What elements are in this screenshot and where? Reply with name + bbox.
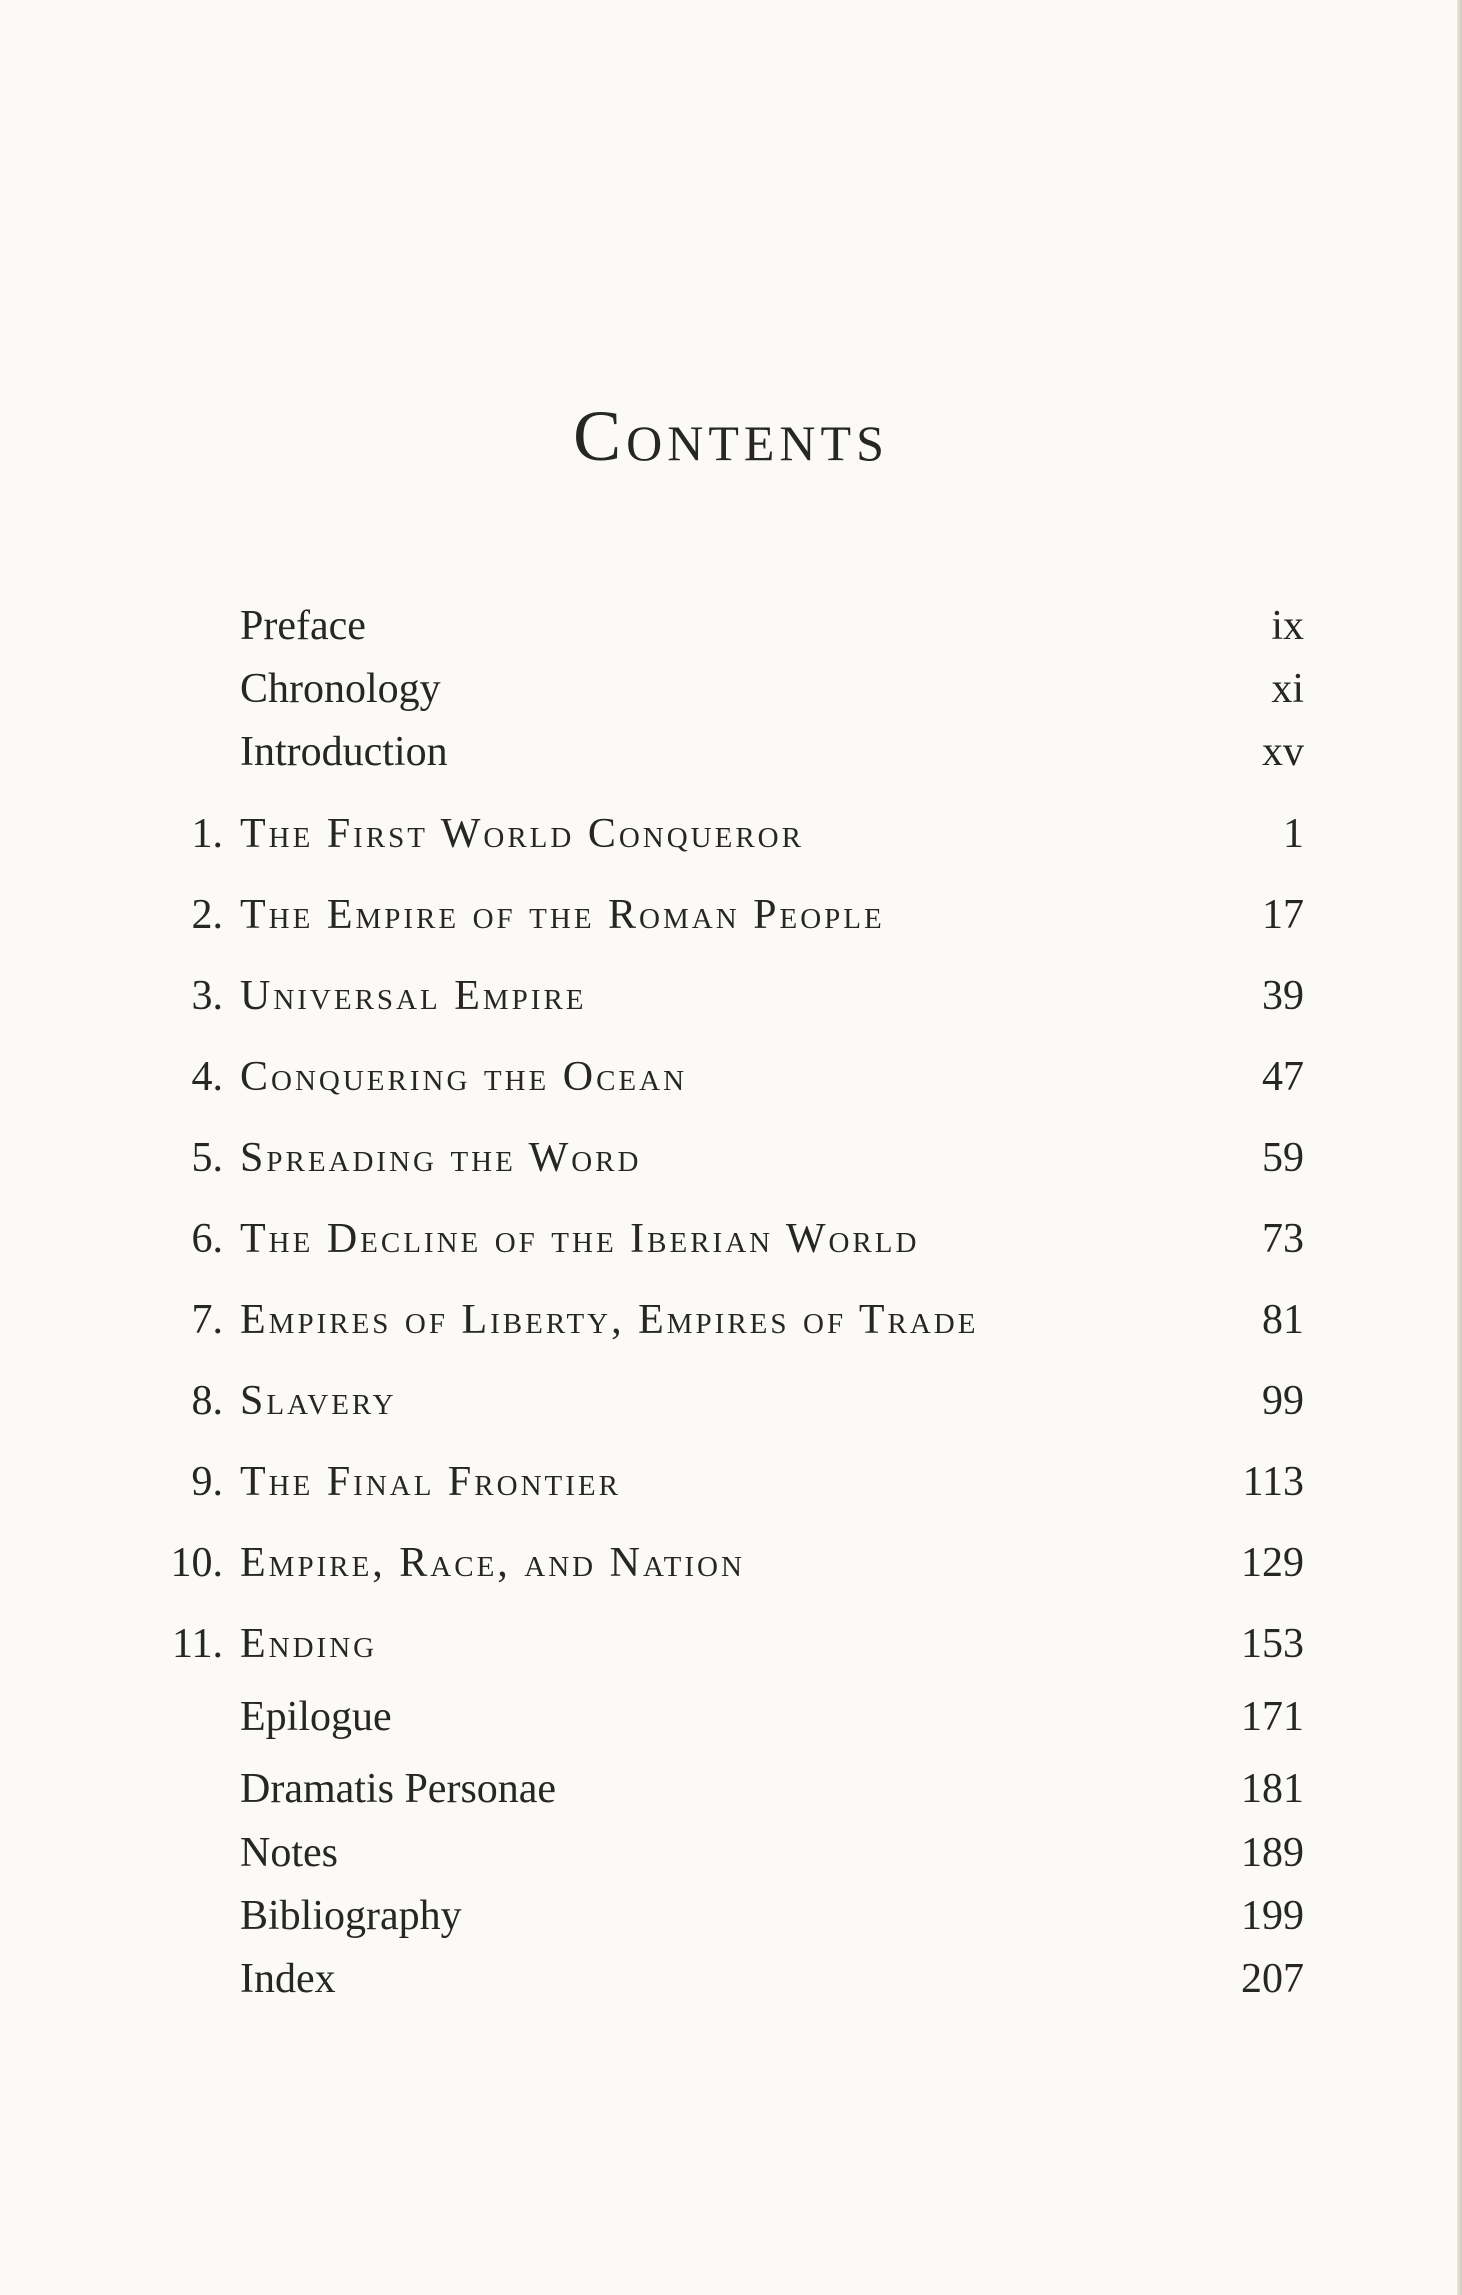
chapter-title: The Empire of the Roman People [240, 892, 885, 938]
page-edge [1457, 0, 1462, 2295]
toc-entry-label: Bibliography [240, 1893, 462, 1939]
chapter-title: Slavery [240, 1378, 397, 1424]
chapter-number: 4. [191, 1054, 223, 1100]
chapter-number: 8. [191, 1378, 223, 1424]
toc-entry-label: Notes [240, 1830, 338, 1876]
chapter-number: 7. [191, 1297, 223, 1343]
toc-page-number: 181 [1241, 1766, 1304, 1812]
toc-entry-label: Index [240, 1956, 336, 2002]
chapter-number: 11. [172, 1621, 223, 1667]
chapter-title: Empire, Race, and Nation [240, 1540, 745, 1586]
toc-entry-label: Dramatis Personae [240, 1766, 557, 1812]
chapter-number: 5. [191, 1135, 223, 1181]
toc-page-number: ix [1271, 603, 1304, 649]
toc-page-number: xv [1262, 729, 1304, 775]
toc-page-number: 99 [1262, 1378, 1304, 1424]
toc-page-number: 17 [1262, 892, 1304, 938]
chapter-title: The Final Frontier [240, 1459, 621, 1505]
toc-entry-label: Preface [240, 603, 366, 649]
toc-page-number: 113 [1242, 1459, 1304, 1505]
toc-page-number: xi [1271, 666, 1304, 712]
chapter-title: Universal Empire [240, 973, 587, 1019]
toc-page-number: 39 [1262, 973, 1304, 1019]
toc-entry-label: Epilogue [240, 1694, 392, 1740]
toc-page-number: 199 [1241, 1893, 1304, 1939]
toc-page-number: 59 [1262, 1135, 1304, 1181]
toc-page-number: 129 [1241, 1540, 1304, 1586]
chapter-number: 3. [191, 973, 223, 1019]
chapter-title: Ending [240, 1621, 378, 1667]
toc-page-number: 81 [1262, 1297, 1304, 1343]
chapter-title: The First World Conqueror [240, 811, 804, 857]
chapter-number: 10. [170, 1540, 223, 1586]
toc-page-number: 171 [1241, 1694, 1304, 1740]
toc-page-number: 47 [1262, 1054, 1304, 1100]
toc-page-number: 1 [1283, 811, 1304, 857]
toc-entry-label: Chronology [240, 666, 441, 712]
page-title: Contents [573, 396, 889, 476]
toc-page-number: 153 [1241, 1621, 1304, 1667]
toc-entry-label: Introduction [240, 729, 448, 775]
toc-page-number: 207 [1241, 1956, 1304, 2002]
toc-page-number: 73 [1262, 1216, 1304, 1262]
toc-page-number: 189 [1241, 1830, 1304, 1876]
chapter-title: Empires of Liberty, Empires of Trade [240, 1297, 979, 1343]
chapter-title: The Decline of the Iberian World [240, 1216, 920, 1262]
chapter-number: 2. [191, 892, 223, 938]
chapter-title: Spreading the Word [240, 1135, 642, 1181]
chapter-title: Conquering the Ocean [240, 1054, 688, 1100]
chapter-number: 9. [191, 1459, 223, 1505]
chapter-number: 1. [191, 811, 223, 857]
chapter-number: 6. [191, 1216, 223, 1262]
